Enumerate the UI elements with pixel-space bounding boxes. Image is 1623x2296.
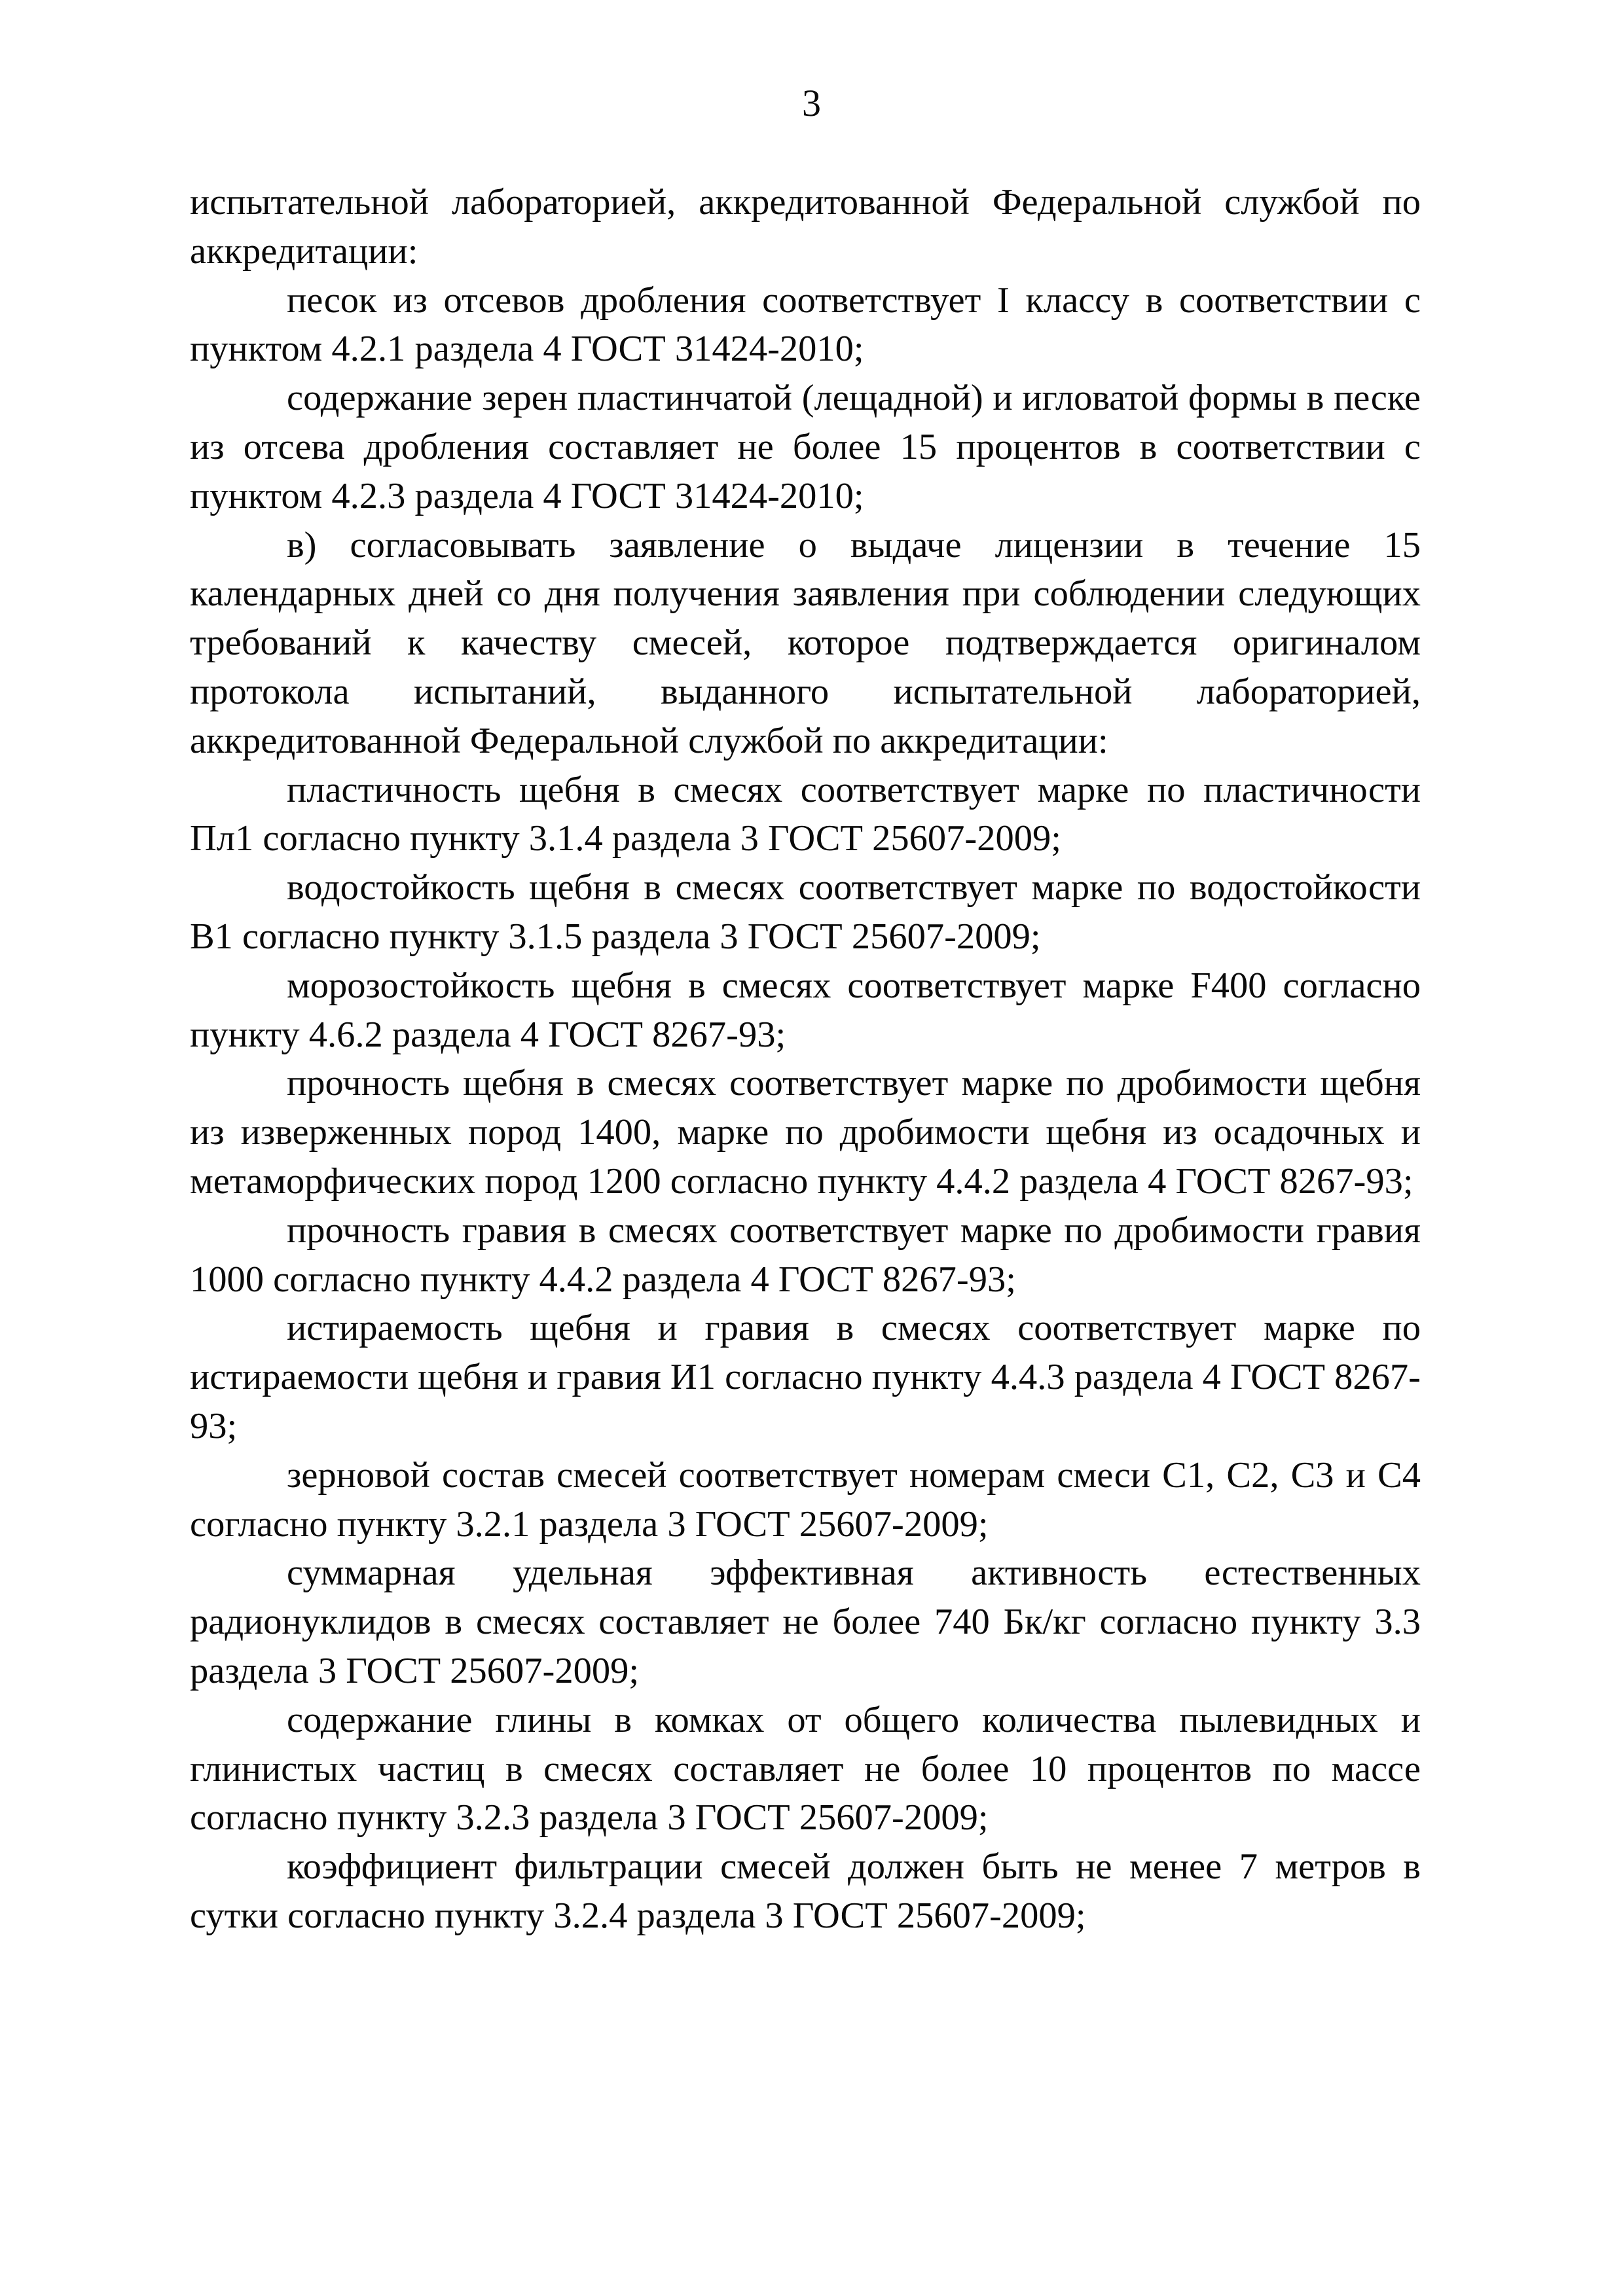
page-number: 3 xyxy=(802,82,821,124)
paragraph-plasticity: пластичность щебня в смесях соответствует марке по пластичности Пл1 согласно пункту 3.1.4 раздела 3 ГОСТ 25607-2009; xyxy=(190,769,1421,859)
paragraph-frost-resistance: морозостойкость щебня в смесях соответствует марке F400 согласно пункту 4.6.2 раздела 4 ГОСТ 8267-93; xyxy=(190,965,1421,1055)
paragraph-grain-shape: содержание зерен пластинчатой (лещадной) и игловатой формы в песке из отсева дробления составляет не более 15 процентов в соответствии с пунктом 4.2.3 раздела 4 ГОСТ 31424-2010; xyxy=(190,378,1421,516)
paragraph-grain-composition: зерновой состав смесей соответствует номерам смеси С1, С2, С3 и С4 согласно пункту 3.2.1 раздела 3 ГОСТ 25607-2009; xyxy=(190,1454,1421,1545)
document-body xyxy=(190,178,1421,1941)
paragraph-gravel-strength: прочность гравия в смесях соответствует марке по дробимости гравия 1000 согласно пункту 4.4.2 раздела 4 ГОСТ 8267-93; xyxy=(190,1210,1421,1300)
paragraph-license-approval: в) согласовывать заявление о выдаче лицензии в течение 15 календарных дней со дня получения заявления при соблюдении следующих требований к качеству смесей, которое подтверждается оригиналом протокола испытаний, выданного испытательной лабораторией, аккредитованной Федеральной службой по аккредитации: xyxy=(190,524,1421,761)
paragraph-abrasion: истираемость щебня и гравия в смесях соответствует марке по истираемости щебня и гравия И1 согласно пункту 4.4.3 раздела 4 ГОСТ 8267-93; xyxy=(190,1308,1421,1446)
paragraph-sand-class: песок из отсевов дробления соответствует I классу в соответствии с пунктом 4.2.1 раздела 4 ГОСТ 31424-2010; xyxy=(190,279,1421,370)
paragraph-radionuclides: суммарная удельная эффективная активность естественных радионуклидов в смесях составляет не более 740 Бк/кг согласно пункту 3.3 раздела 3 ГОСТ 25607-2009; xyxy=(190,1552,1421,1691)
paragraph-continuation: испытательной лабораторией, аккредитованной Федеральной службой по аккредитации: xyxy=(190,182,1421,272)
paragraph-water-resistance: водостойкость щебня в смесях соответствует марке по водостойкости В1 согласно пункту 3.1.5 раздела 3 ГОСТ 25607-2009; xyxy=(190,867,1421,957)
paragraph-crushed-stone-strength: прочность щебня в смесях соответствует марке по дробимости щебня из изверженных пород 1400, марке по дробимости щебня из осадочных и метаморфических пород 1200 согласно пункту 4.4.2 раздела 4 ГОСТ 8267-93; xyxy=(190,1063,1421,1202)
paragraph-clay-content: содержание глины в комках от общего количества пылевидных и глинистых частиц в смесях составляет не более 10 процентов по массе согласно пункту 3.2.3 раздела 3 ГОСТ 25607-2009; xyxy=(190,1699,1421,1839)
paragraph-filtration: коэффициент фильтрации смесей должен быть не менее 7 метров в сутки согласно пункту 3.2.4 раздела 3 ГОСТ 25607-2009; xyxy=(190,1846,1421,1936)
